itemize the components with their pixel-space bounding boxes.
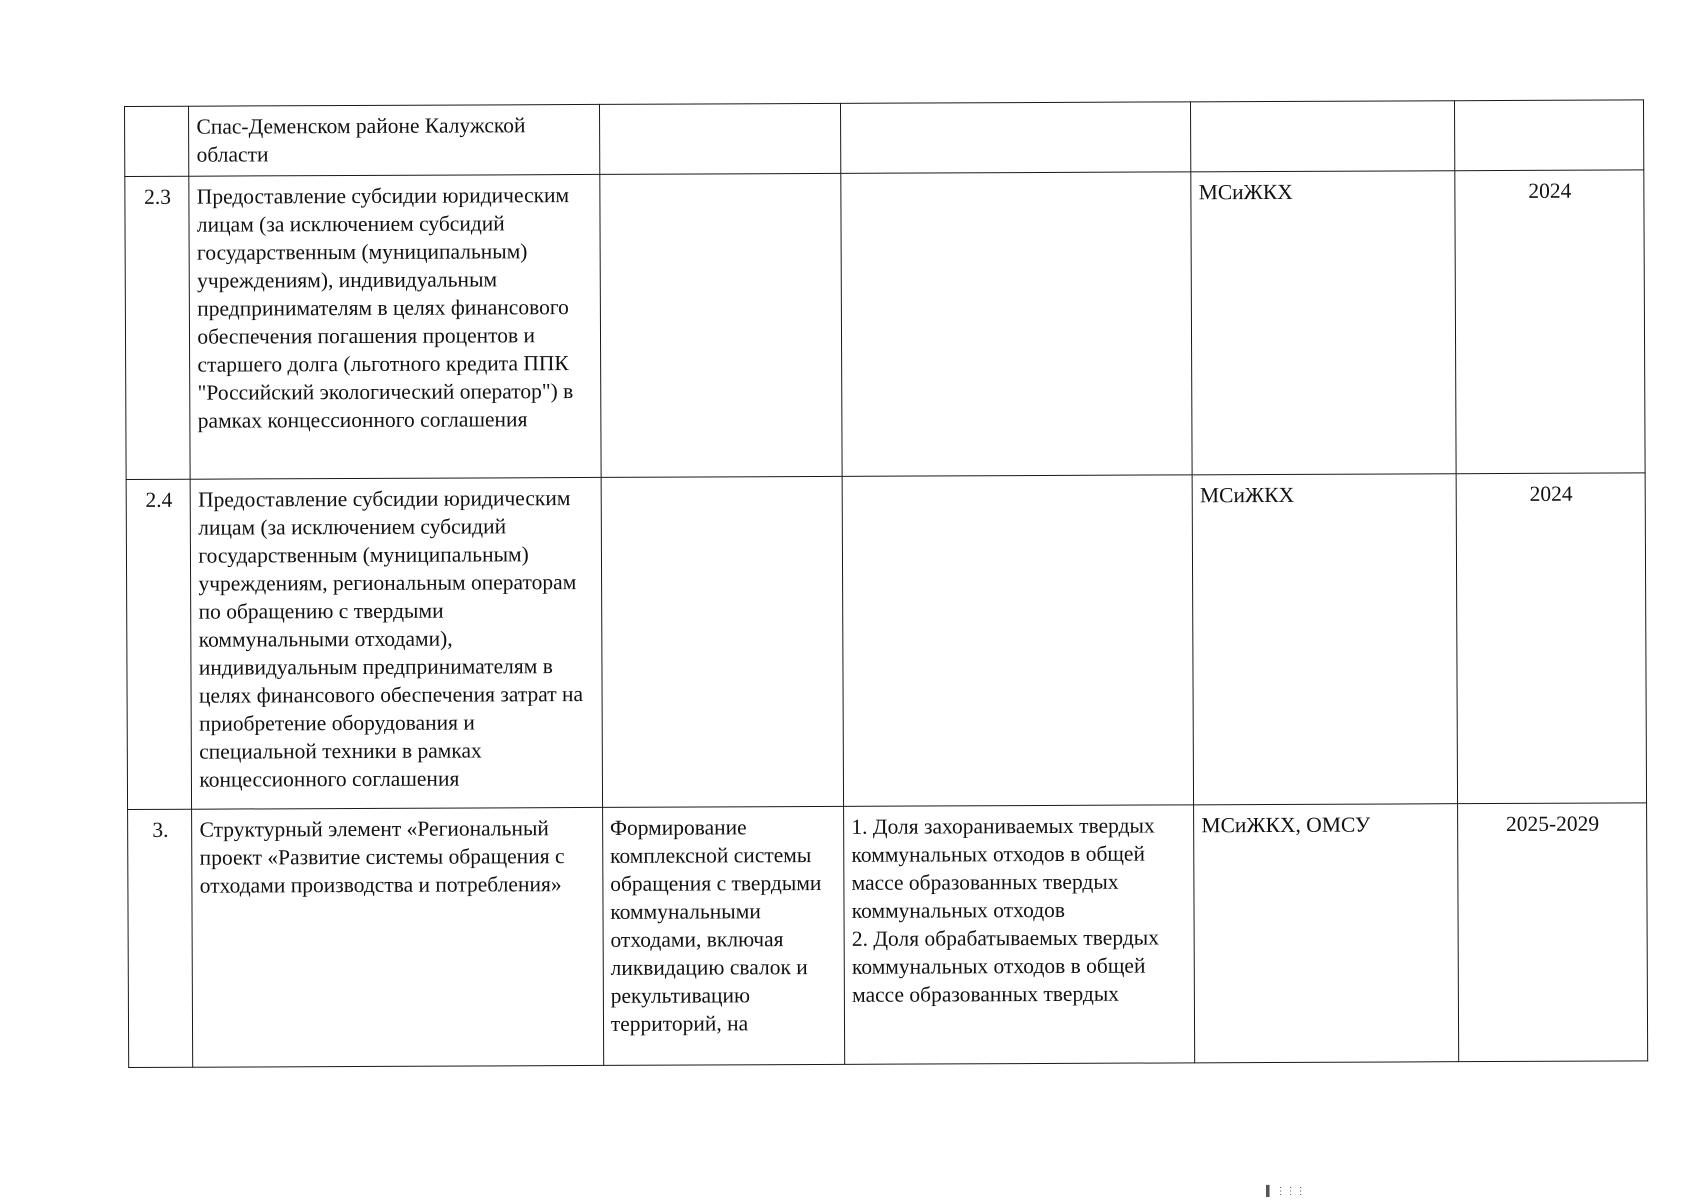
row-number	[125, 106, 190, 176]
measure-name: Предоставление субсидии юридическим лицам (за исключением субсидий государственным (муниципальным) учреждениям), индивидуальным предпринимателям в целях финансового обеспечения погашения процентов и старшего долга (льготного кредита ППК "Российский экологический оператор") в рамках концессионного соглашения	[189, 174, 601, 479]
indicator-item: 2. Доля обрабатываемых твердых коммунальных отходов в общей массе образованных твердых	[851, 925, 1159, 1007]
task-cell: Формирование комплексной системы обращения с твердыми коммунальными отходами, включая ликвидацию свалок и рекультивацию территорий, на	[602, 806, 845, 1065]
indicator-cell	[844, 805, 1195, 1065]
measure-name: Структурный элемент «Региональный проект «Развитие системы обращения с отходами производства и потребления»	[192, 807, 604, 1067]
measures-table	[124, 99, 1648, 1068]
scan-artifact-mark: ▌ ⋮⋮⋮	[1266, 1186, 1306, 1197]
task-cell	[600, 173, 843, 477]
indicator-item: 1. Доля захораниваемых твердых коммунальных отходов в общей массе образованных твердых коммунальных отходов	[851, 813, 1155, 923]
table-row	[128, 803, 1648, 1068]
indicator-cell	[841, 172, 1192, 477]
period-cell	[1454, 100, 1643, 171]
indicator-cell	[842, 475, 1193, 807]
task-cell	[599, 103, 841, 174]
table-row	[125, 170, 1645, 480]
period-cell: 2025-2029	[1457, 803, 1647, 1062]
measure-name: Предоставление субсидии юридическим лицам (за исключением субсидий государственным (муниципальным) учреждениям, региональным операторам по обращению с твердыми коммунальными отходами), индивидуальным предпринимателям в целях финансового обеспечения затрат на приобретение оборудования и специальной техники в рамках концессионного соглашения	[191, 477, 603, 809]
indicator-cell	[841, 102, 1191, 174]
responsible-cell: МСиЖКХ	[1192, 474, 1457, 805]
responsible-cell: МСиЖКХ	[1191, 171, 1456, 475]
measure-name: Спас-Деменском районе Калужской области	[189, 104, 600, 176]
period-cell: 2024	[1456, 473, 1647, 804]
responsible-cell	[1191, 101, 1455, 172]
table-row	[126, 473, 1646, 810]
period-cell: 2024	[1455, 170, 1645, 474]
task-cell	[601, 476, 844, 807]
table-row	[125, 100, 1644, 177]
row-number: 3.	[128, 809, 194, 1067]
responsible-cell: МСиЖКХ, ОМСУ	[1194, 804, 1459, 1063]
row-number: 2.3	[125, 176, 191, 479]
row-number: 2.4	[126, 479, 192, 809]
